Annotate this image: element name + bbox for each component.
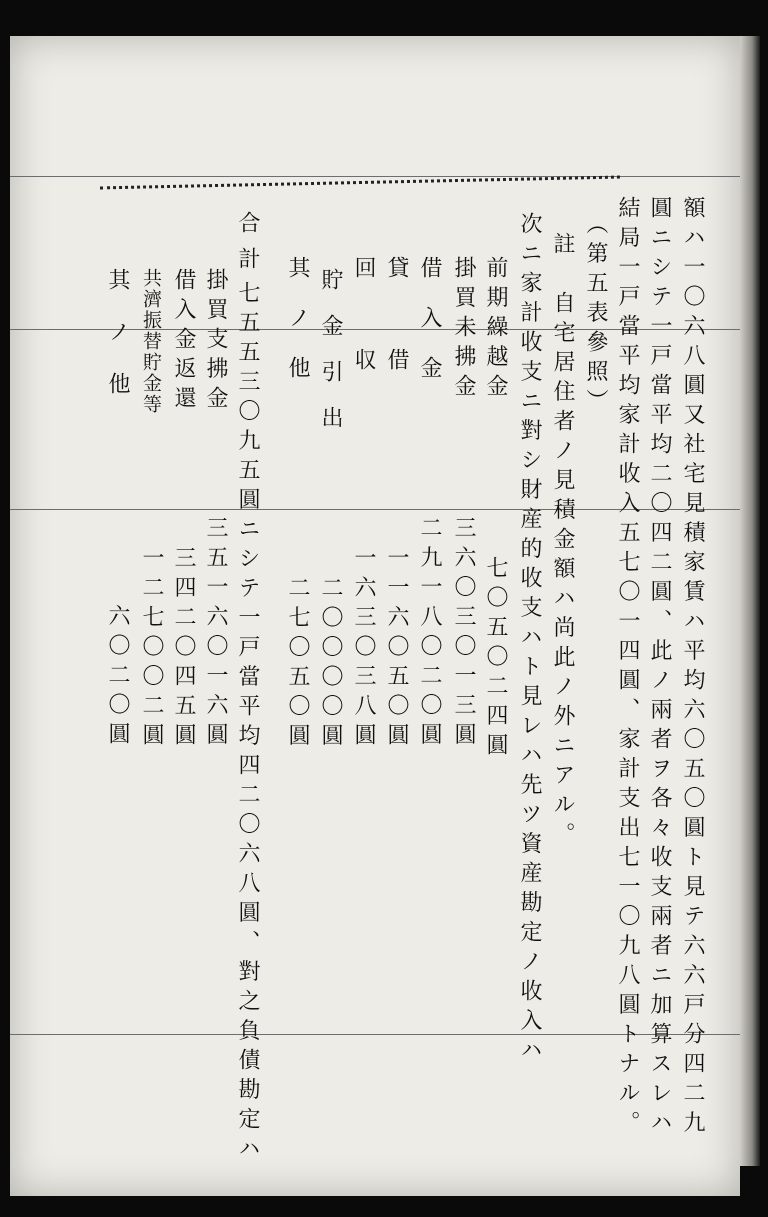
liability-label-4: 其ノ他 [105,268,130,424]
page-edge [740,36,760,1166]
item-amount-2: 三六〇三〇一三圓 [451,516,476,752]
text-column-6: 次ニ家計收支ニ對シ財産的收支ハト見レハ先ツ資産勘定ノ收入ハ [517,212,542,1068]
item-label-4: 貸借 [384,256,409,440]
table-reference: （第五表參照） [583,212,608,419]
text-column-3: 結局一戸當平均家計收入五七〇一四圓、家計支出七一〇九八圓トナル。 [615,196,640,1140]
item-amount-5: 一六三〇三八圓 [351,546,376,753]
liability-label-2: 借入金返還 [171,268,196,416]
note-column: 註 自宅居住者ノ見積金額ハ尚此ノ外ニアル。 [550,232,575,852]
item-amount-7: 二七〇五〇圓 [285,576,310,753]
item-label-1: 前期繰越金 [483,256,508,404]
item-label-5: 回収 [351,256,376,440]
liability-label-3: 共濟振替貯金等 [140,268,162,415]
total-label: 合計 [235,211,260,283]
item-label-2: 掛買未拂金 [451,256,476,404]
item-amount-6: 二〇〇〇〇圓 [318,576,343,753]
total-text: 七五五三〇九五圓ニシテ一戸當平均四二〇六八圓、對之負債勘定ハ [235,281,260,1166]
dotted-divider [100,176,620,190]
document-page [10,36,740,1196]
item-label-7: 其ノ他 [285,256,310,406]
liability-label-1: 掛買支拂金 [203,268,228,416]
liability-amount-2: 三四二〇四五圓 [171,546,196,753]
item-amount-4: 一一六〇五〇圓 [384,546,409,753]
item-amount-1: 七〇五〇二四圓 [483,556,508,763]
liability-amount-3: 一二七〇〇二圓 [139,546,164,753]
liability-amount-4: 六〇二〇圓 [105,604,130,752]
text-column-2: 圓ニシテ一戸當平均二〇四二圓、此ノ兩者ヲ各々收支兩者ニ加算スレハ [647,196,672,1140]
ruled-line [10,176,740,177]
liability-amount-1: 三五一六〇一六圓 [203,516,228,752]
item-label-6: 貯金引出 [318,268,343,452]
item-amount-3: 二九一八〇二〇圓 [417,516,442,752]
text-column-1: 額ハ一〇六八圓又社宅見積家賃ハ平均六〇五〇圓ト見テ六六戸分四二九 [680,196,705,1140]
item-label-3: 借入金 [417,256,442,406]
